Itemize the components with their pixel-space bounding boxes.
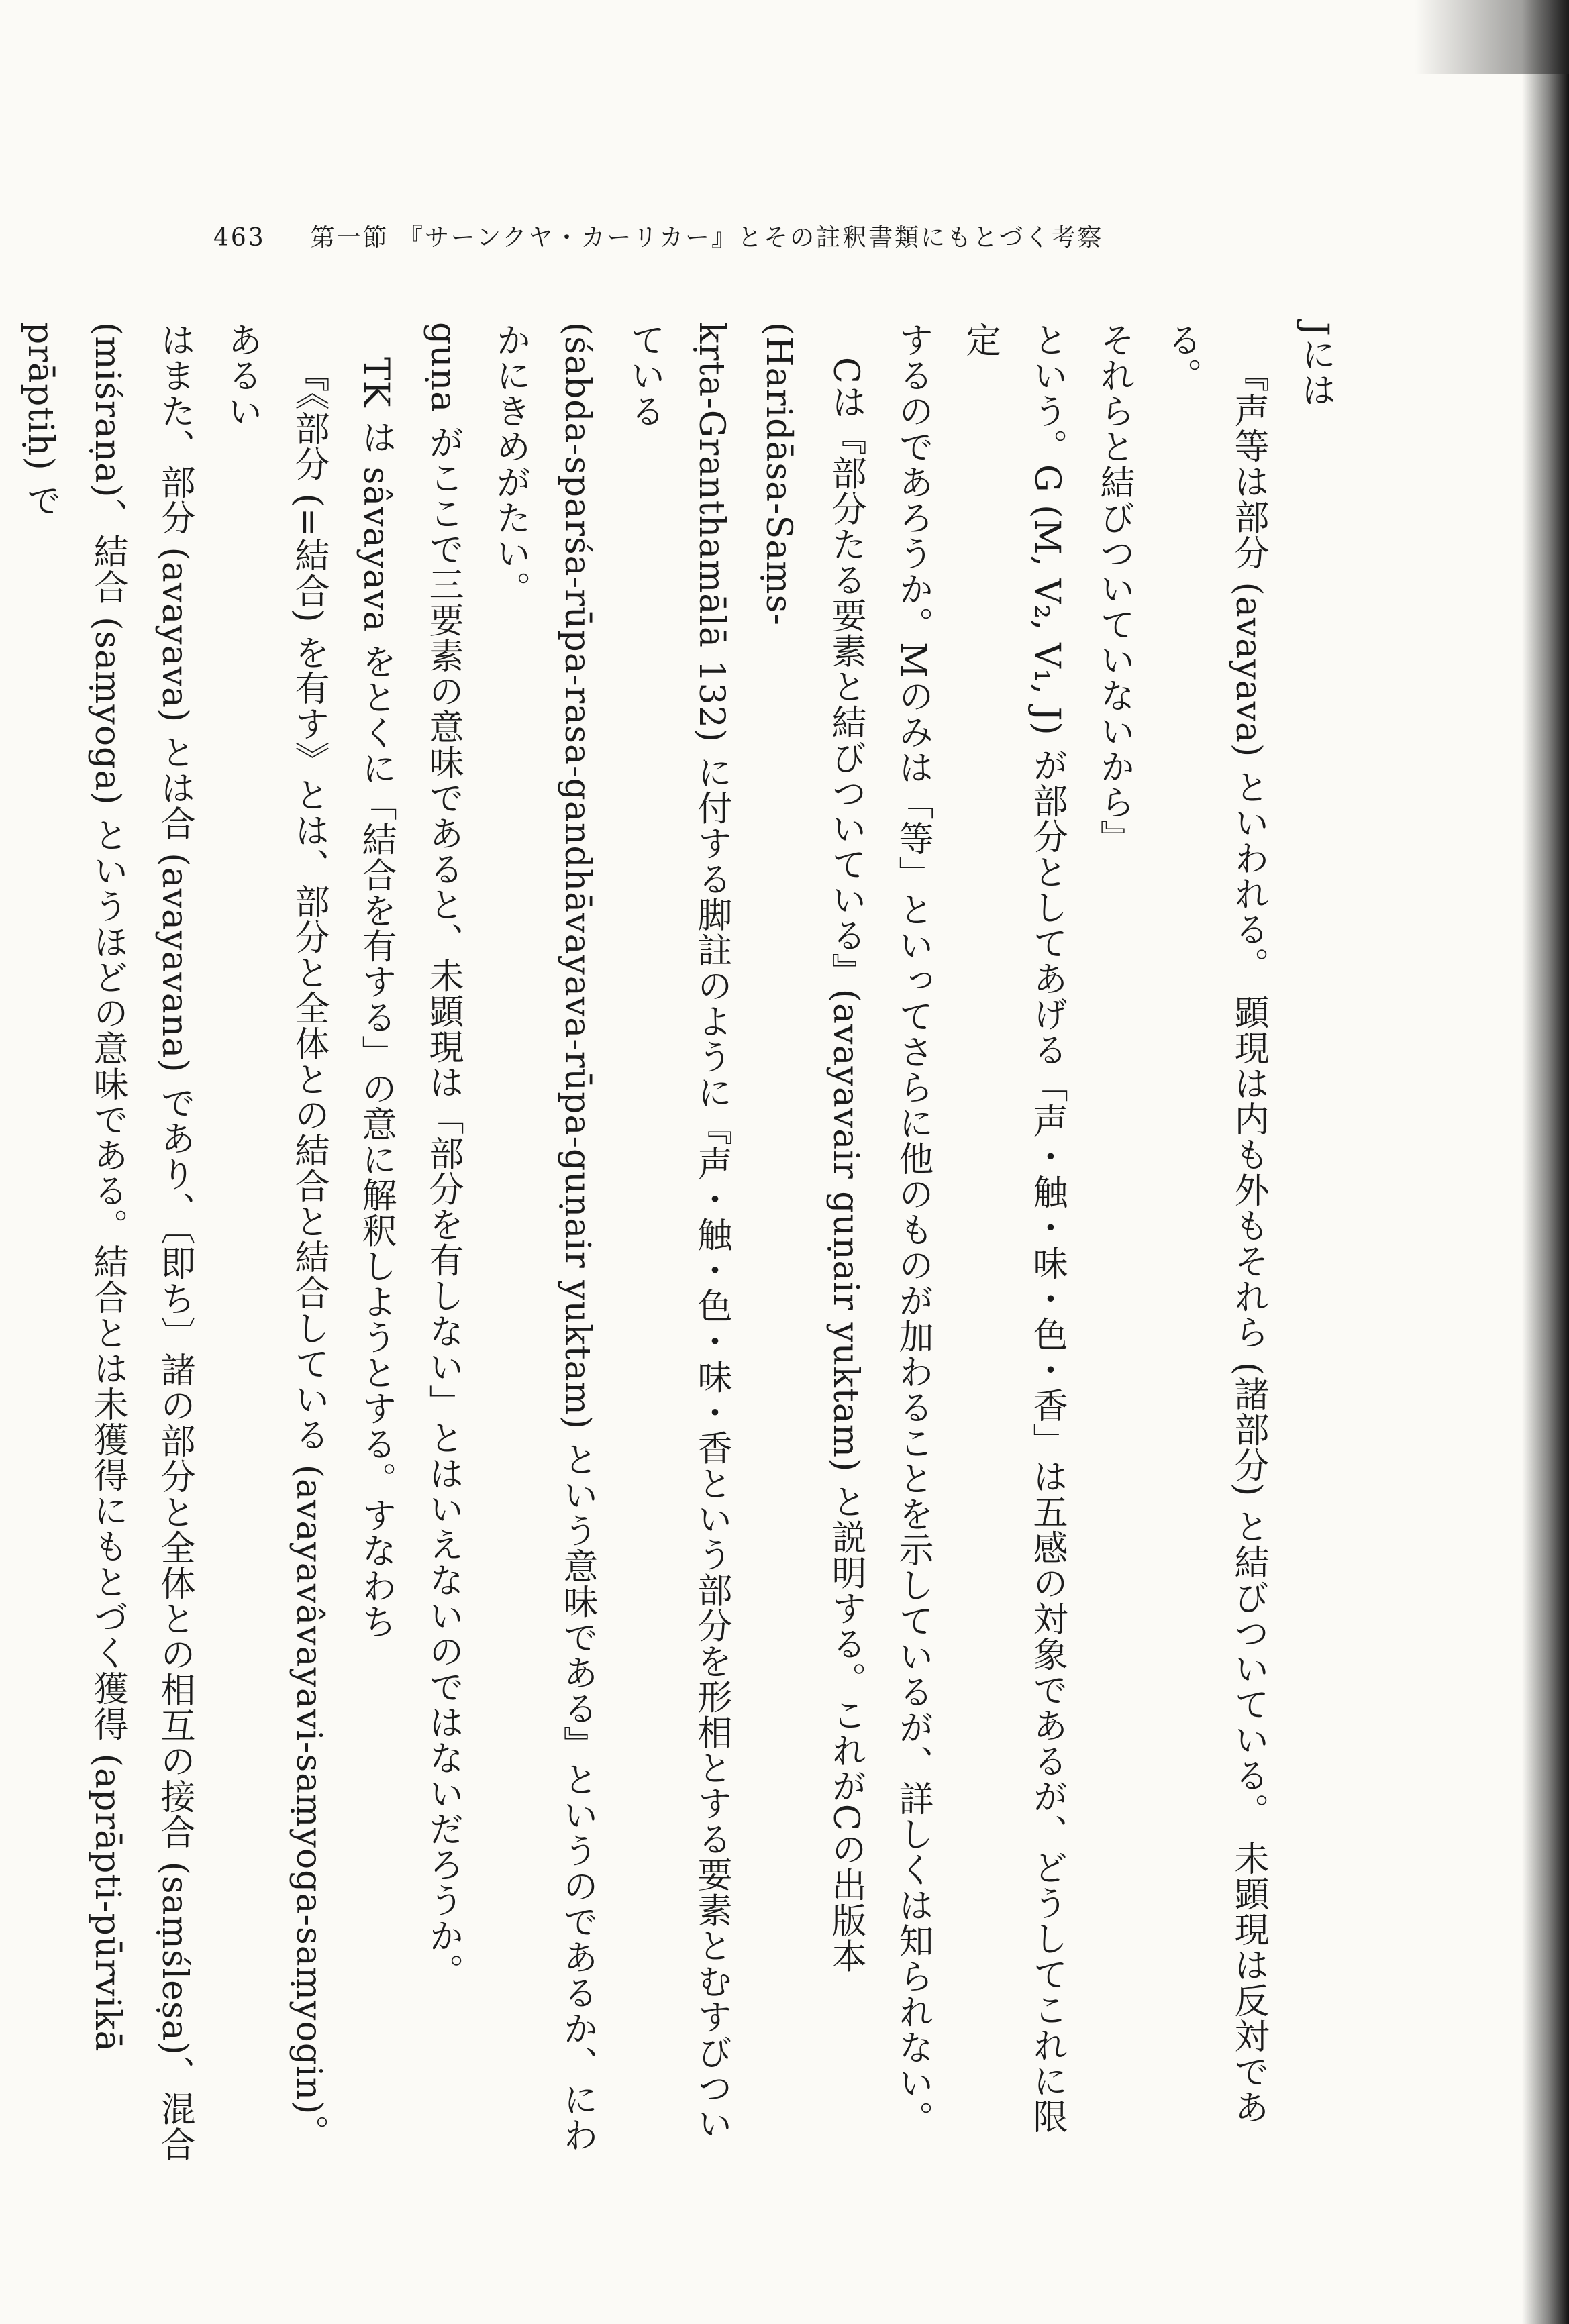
- text-line: 『《部分 (=結合) を有す》とは、部分と全体との結合と結合している (avayavâvayavi-saṃyoga-saṃyogin)。 あるい: [221, 322, 329, 2151]
- text-line: という。G (M, V₂, V₁, J) が部分としてあげる「声・触・味・色・香」は五感の対象であるが、どうしてこれに限定: [960, 322, 1067, 2135]
- text-line: TK は sâvayava をとくに「結合を有する」の意に解釈しようとする。すなわち: [356, 357, 396, 1640]
- text-line: (miśraṇa)、結合 (saṃyoga) というほどの意味である。結合とは未獲得にもとづく獲得 (aprāpti-pūrvikā prāptiḥ) で: [20, 322, 128, 2052]
- page-number: 463: [213, 224, 266, 252]
- text-line: Cは『部分たる要素と結びついている』(avayavair guṇair yuktam) と説明する。これがCの出版本 (Haridāsa-Saṃs-: [758, 322, 866, 1974]
- scan-shadow-corner: [1415, 0, 1569, 74]
- running-head: [213, 219, 1104, 253]
- running-title: 第一節 『サーンクヤ・カーリカー』とその註釈書類にもとづく考察: [310, 224, 1104, 252]
- text-line: kṛta-Granthamālā 132) に付する脚註のように『声・触・色・味・香という部分を形相とする要素とむすびついている: [624, 322, 731, 2142]
- text-line: はまた、部分 (avayava) とは合 (avayavana) であり、〔即ち〕諸の部分と全体との相互の接合 (saṃśleṣa)、混合: [154, 322, 195, 2162]
- body-text: [20, 322, 1349, 2167]
- text-line: Jには: [1295, 322, 1335, 408]
- text-line: それらと結びついていないから』: [1094, 322, 1134, 855]
- scan-shadow-edge: [1522, 0, 1569, 2324]
- text-line: guṇa がここで三要素の意味であると、未顕現は「部分を有しない」とはいえないのではないだろうか。: [423, 322, 463, 1989]
- text-line: (śabda-sparśa-rūpa-rasa-gandhāvayava-rūpa-guṇair yuktam) という意味である』というのであるか、にわかにきめがたい。: [490, 322, 597, 2153]
- text-line: [0, 322, 7, 2167]
- text-line: するのであろうか。Mのみは「等」といってさらに他のものが加わることを示しているが、詳しくは知られない。: [893, 322, 933, 2137]
- text-line: 『声等は部分 (avayava) といわれる。 顕現は内も外もそれら (諸部分) と結びついている。 未顕現は反対である。: [1161, 322, 1268, 2125]
